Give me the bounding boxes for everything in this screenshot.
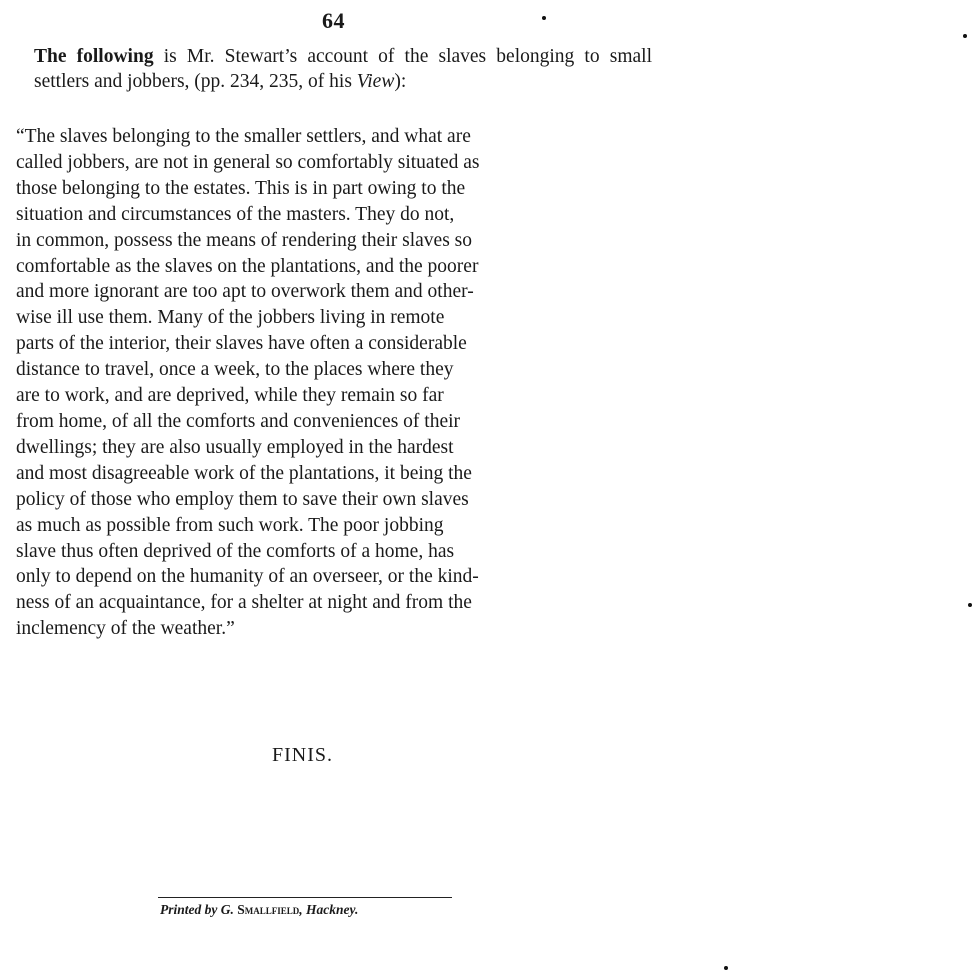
intro-italic-title: View: [356, 71, 395, 92]
imprint-divider: [158, 897, 452, 898]
intro-lead: The following: [34, 46, 154, 67]
scan-speck: [968, 603, 972, 607]
quote-line: wise ill use them. Many of the jobbers living in remote: [16, 307, 445, 329]
intro-tail: ):: [394, 71, 407, 92]
imprint-printer-name: Smallfield: [237, 902, 300, 917]
quote-line: dwellings; they are also usually employed in the hardest: [16, 436, 454, 458]
quote-line: those belonging to the estates. This is in part owing to the: [16, 177, 466, 199]
quote-line: are to work, and are deprived, while they remain so far: [16, 385, 444, 407]
intro-paragraph: [34, 44, 652, 94]
quote-line: only to depend on the humanity of an overseer, or the kind-: [16, 566, 479, 588]
quote-line: in common, possess the means of rendering their slaves so: [16, 229, 472, 251]
scan-speck: [963, 34, 967, 38]
quote-line: slave thus often deprived of the comforts of a home, has: [16, 540, 455, 562]
quote-line: and more ignorant are too apt to overwork them and other-: [16, 281, 474, 303]
quote-line: ness of an acquaintance, for a shelter at night and from the: [16, 592, 472, 614]
quote-line: “The slaves belonging to the smaller settlers, and what are: [16, 126, 471, 147]
quote-line: parts of the interior, their slaves have often a considerable: [16, 333, 467, 355]
imprint-suffix: , Hackney.: [299, 902, 359, 917]
quote-line: situation and circumstances of the masters. They do not,: [16, 203, 455, 225]
quote-line: called jobbers, are not in general so comfortably situated as: [16, 151, 480, 173]
quote-line: comfortable as the slaves on the plantations, and the poorer: [16, 255, 479, 277]
scan-speck: [724, 966, 728, 970]
page-number: 64: [322, 8, 345, 33]
imprint-prefix: Printed by G.: [160, 902, 238, 917]
quote-line: policy of those who employ them to save their own slaves: [16, 488, 469, 510]
printer-imprint: [160, 902, 358, 918]
quote-line: inclemency of the weather.”: [16, 618, 235, 640]
scan-speck: [542, 16, 546, 20]
quotation-block: [16, 124, 650, 642]
quote-line: distance to travel, once a week, to the places where they: [16, 359, 454, 381]
quote-line: from home, of all the comforts and conveniences of their: [16, 410, 461, 432]
quote-line: and most disagreeable work of the plantations, it being the: [16, 462, 472, 484]
intro-text: is Mr. Stewart’s account of the slaves belonging to small settlers and jobbers, (pp. 234, 235, of his: [34, 46, 652, 92]
quote-line: as much as possible from such work. The poor jobbing: [16, 514, 444, 536]
finis-heading: FINIS.: [272, 744, 334, 766]
